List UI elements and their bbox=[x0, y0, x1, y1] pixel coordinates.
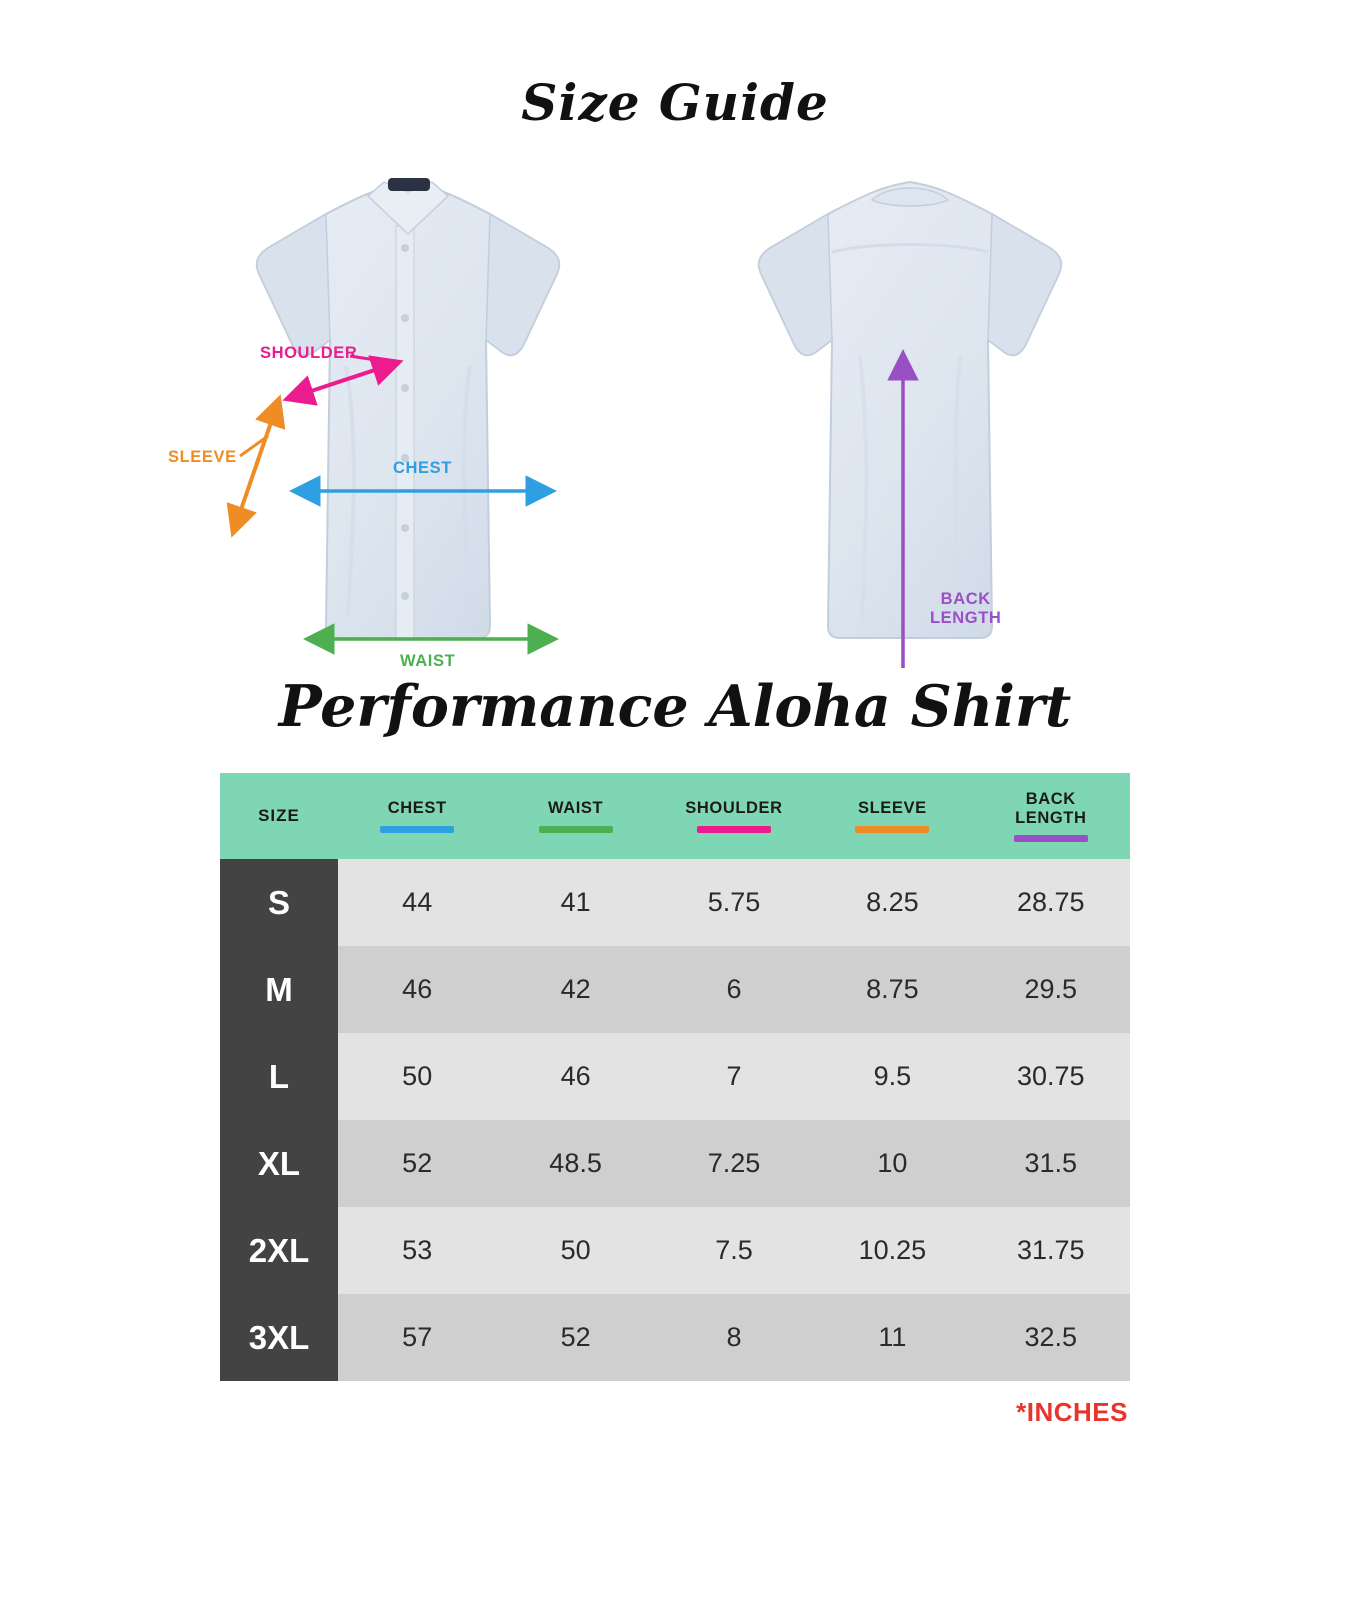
cell-back-length: 31.75 bbox=[972, 1207, 1130, 1294]
size-table bbox=[220, 773, 1130, 1381]
cell-sleeve: 8.75 bbox=[813, 946, 971, 1033]
header-sleeve-label: SLEEVE bbox=[858, 799, 927, 818]
table-row bbox=[220, 1033, 1130, 1120]
cell-back-length: 32.5 bbox=[972, 1294, 1130, 1381]
cell-sleeve: 10 bbox=[813, 1120, 971, 1207]
header-sleeve-underline bbox=[855, 826, 929, 833]
size-table-header-row bbox=[220, 773, 1130, 859]
cell-chest: 44 bbox=[338, 859, 496, 946]
label-sleeve: SLEEVE bbox=[168, 448, 237, 466]
header-size: SIZE bbox=[220, 773, 338, 859]
header-shoulder-underline bbox=[697, 826, 771, 833]
size-table-wrapper bbox=[220, 773, 1130, 1381]
cell-sleeve: 11 bbox=[813, 1294, 971, 1381]
label-waist: WAIST bbox=[400, 652, 456, 670]
header-chest bbox=[338, 773, 496, 859]
header-waist-label: WAIST bbox=[547, 799, 604, 818]
product-title: Performance Aloha Shirt bbox=[278, 673, 1072, 740]
cell-sleeve: 10.25 bbox=[813, 1207, 971, 1294]
size-table-head bbox=[220, 773, 1130, 859]
header-sleeve bbox=[813, 773, 971, 859]
size-table-body bbox=[220, 859, 1130, 1381]
cell-back-length: 31.5 bbox=[972, 1120, 1130, 1207]
label-back-length bbox=[930, 590, 1001, 628]
page-title: Size Guide bbox=[521, 73, 829, 132]
row-size: XL bbox=[220, 1120, 338, 1207]
label-shoulder: SHOULDER bbox=[260, 344, 358, 362]
units-footnote: *INCHES bbox=[1016, 1397, 1128, 1427]
table-row bbox=[220, 1120, 1130, 1207]
cell-back-length: 28.75 bbox=[972, 859, 1130, 946]
label-back-length-line2: LENGTH bbox=[930, 608, 1002, 627]
cell-back-length: 29.5 bbox=[972, 946, 1130, 1033]
row-size: 2XL bbox=[220, 1207, 338, 1294]
cell-sleeve: 8.25 bbox=[813, 859, 971, 946]
cell-shoulder: 7.5 bbox=[655, 1207, 813, 1294]
cell-shoulder: 8 bbox=[655, 1294, 813, 1381]
cell-chest: 50 bbox=[338, 1033, 496, 1120]
cell-back-length: 30.75 bbox=[972, 1033, 1130, 1120]
cell-shoulder: 7 bbox=[655, 1033, 813, 1120]
row-size: S bbox=[220, 859, 338, 946]
header-back-length bbox=[972, 773, 1130, 859]
cell-waist: 52 bbox=[496, 1294, 654, 1381]
table-row bbox=[220, 859, 1130, 946]
table-row bbox=[220, 1207, 1130, 1294]
label-back-length-line1: BACK bbox=[940, 590, 991, 608]
row-size: 3XL bbox=[220, 1294, 338, 1381]
header-shoulder bbox=[655, 773, 813, 859]
cell-chest: 52 bbox=[338, 1120, 496, 1207]
cell-shoulder: 6 bbox=[655, 946, 813, 1033]
cell-shoulder: 5.75 bbox=[655, 859, 813, 946]
cell-chest: 53 bbox=[338, 1207, 496, 1294]
label-chest: CHEST bbox=[393, 459, 452, 477]
cell-waist: 48.5 bbox=[496, 1120, 654, 1207]
header-waist bbox=[496, 773, 654, 859]
cell-shoulder: 7.25 bbox=[655, 1120, 813, 1207]
cell-waist: 46 bbox=[496, 1033, 654, 1120]
row-size: L bbox=[220, 1033, 338, 1120]
cell-waist: 42 bbox=[496, 946, 654, 1033]
cell-chest: 46 bbox=[338, 946, 496, 1033]
cell-waist: 41 bbox=[496, 859, 654, 946]
measurement-diagram bbox=[0, 148, 1350, 668]
table-row bbox=[220, 946, 1130, 1033]
cell-waist: 50 bbox=[496, 1207, 654, 1294]
header-waist-underline bbox=[539, 826, 613, 833]
header-back-length-line2: LENGTH bbox=[1015, 808, 1087, 827]
cell-chest: 57 bbox=[338, 1294, 496, 1381]
table-row bbox=[220, 1294, 1130, 1381]
header-back-length-underline bbox=[1014, 835, 1088, 842]
header-chest-underline bbox=[380, 826, 454, 833]
header-shoulder-label: SHOULDER bbox=[685, 799, 783, 818]
header-chest-label: CHEST bbox=[387, 799, 447, 818]
header-back-length-line1: BACK bbox=[1025, 789, 1076, 808]
measurement-arrows bbox=[0, 148, 1350, 668]
row-size: M bbox=[220, 946, 338, 1033]
cell-sleeve: 9.5 bbox=[813, 1033, 971, 1120]
